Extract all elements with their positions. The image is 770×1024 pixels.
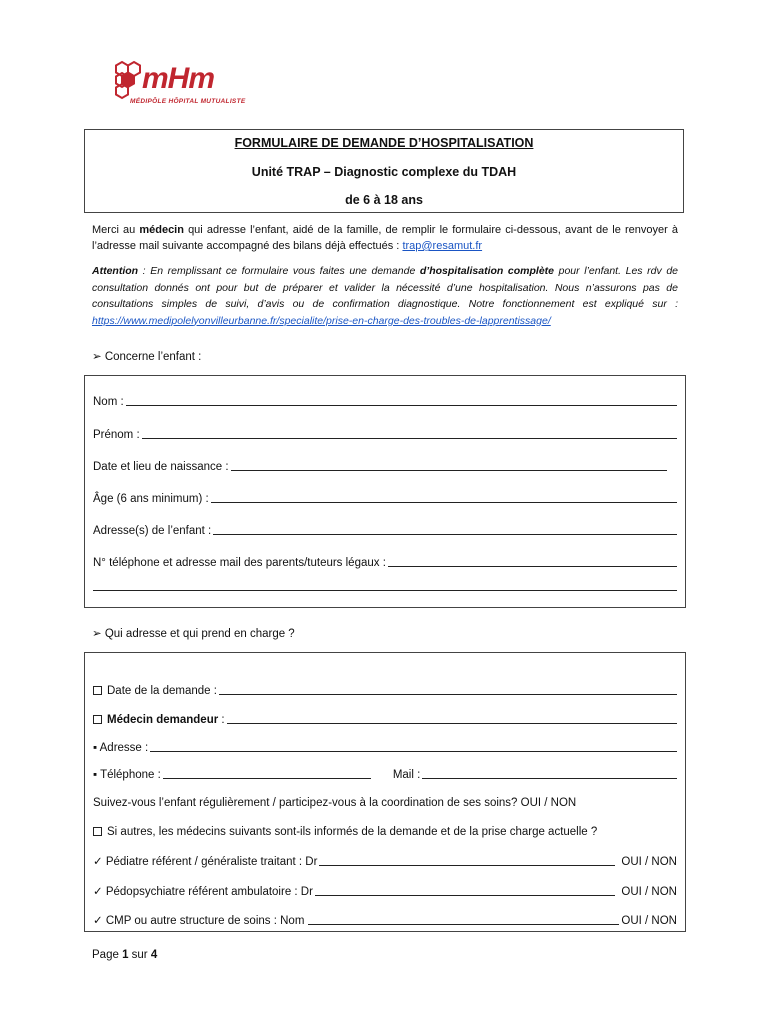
- field-mail-label: Mail :: [392, 769, 421, 781]
- section-child-heading: ➢ Concerne l’enfant :: [92, 351, 202, 363]
- referrer-info-box: [84, 652, 686, 932]
- field-telephone-mail[interactable]: [93, 769, 677, 781]
- field-pediatre-line[interactable]: [319, 864, 615, 866]
- field-prenom-line[interactable]: [142, 437, 677, 439]
- intro-paragraph: [92, 222, 678, 254]
- intro-bold-medecin: médecin: [139, 224, 184, 236]
- field-date-demande[interactable]: [93, 685, 677, 697]
- field-adresse-enfant-line[interactable]: [213, 533, 677, 535]
- logo-text: mHm: [142, 62, 215, 95]
- logo-subtitle: MÉDIPÔLE HÔPITAL MUTUALISTE: [130, 98, 246, 105]
- form-title: FORMULAIRE DE DEMANDE D’HOSPITALISATION: [234, 136, 534, 150]
- field-contact-parents[interactable]: [93, 557, 677, 569]
- field-prenom-label: Prénom :: [93, 429, 140, 441]
- field-pedopsychiatre-line[interactable]: [315, 894, 615, 896]
- field-adresse-enfant-label: Adresse(s) de l’enfant :: [93, 525, 212, 537]
- field-contact-parents-label: N° téléphone et adresse mail des parents/tuteurs légaux :: [93, 557, 386, 569]
- pedopsychiatre-oui-non[interactable]: OUI / NON: [621, 886, 677, 898]
- field-age-label: Âge (6 ans minimum) :: [93, 493, 209, 505]
- field-nom-line[interactable]: [126, 404, 677, 406]
- page-label: Page: [92, 949, 123, 961]
- page-sur: sur: [128, 949, 151, 961]
- email-link[interactable]: trap@resamut.fr: [402, 240, 483, 252]
- attention-label: Attention: [92, 265, 139, 277]
- attention-paragraph: [92, 263, 678, 329]
- page-total: 4: [150, 949, 158, 961]
- field-contact-parents-continued[interactable]: [93, 589, 677, 593]
- section-referrer-heading: ➢ Qui adresse et qui prend en charge ?: [92, 628, 295, 640]
- field-date-demande-line[interactable]: [219, 693, 677, 695]
- field-adresse-medecin-label: ▪ Adresse :: [93, 742, 149, 754]
- checkbox-icon[interactable]: [93, 686, 102, 695]
- field-nom-label: Nom :: [93, 396, 124, 408]
- field-cmp-label: ✓ CMP ou autre structure de soins : Nom: [93, 915, 305, 927]
- field-contact-parents-line-2[interactable]: [93, 589, 677, 591]
- autres-medecins-text: Si autres, les médecins suivants sont-ils informés de la demande et de la prise charge actuelle ?: [107, 826, 598, 838]
- field-age[interactable]: [93, 493, 677, 505]
- cmp-oui-non[interactable]: OUI / NON: [621, 915, 677, 927]
- checkbox-icon[interactable]: [93, 715, 102, 724]
- field-medecin-colon: :: [218, 714, 225, 726]
- hospital-logo: [112, 58, 246, 110]
- unit-title: Unité TRAP – Diagnostic complexe du TDAH: [251, 165, 517, 179]
- intro-text-start: Merci au: [92, 224, 140, 236]
- field-medecin-label: Médecin demandeur: [107, 714, 219, 726]
- form-title-box: [84, 129, 684, 213]
- field-contact-parents-line[interactable]: [388, 565, 677, 567]
- field-cmp[interactable]: [93, 913, 677, 927]
- pediatre-oui-non[interactable]: OUI / NON: [621, 856, 677, 868]
- field-adresse-enfant[interactable]: [93, 525, 677, 537]
- attention-bold: d’hospitalisation complète: [419, 265, 555, 277]
- field-cmp-line[interactable]: [308, 923, 619, 925]
- field-mail-line[interactable]: [422, 777, 677, 779]
- website-link[interactable]: https://www.medipolelyonvilleurbanne.fr/specialite/prise-en-charge-des-troubles-de-lapprentissage/: [92, 314, 551, 327]
- page-number: [92, 949, 157, 961]
- field-pedopsychiatre-label: ✓ Pédopsychiatre référent ambulatoire : Dr: [93, 886, 313, 898]
- field-nom[interactable]: [93, 396, 677, 408]
- field-telephone-label: ▪ Téléphone :: [93, 769, 161, 781]
- suivi-question: Suivez-vous l’enfant régulièrement / participez-vous à la coordination de ses soins? OUI / NON: [93, 797, 577, 809]
- page-current: 1: [122, 949, 129, 961]
- field-adresse-medecin-line[interactable]: [150, 750, 677, 752]
- child-info-box: [84, 375, 686, 608]
- field-adresse-medecin[interactable]: [93, 742, 677, 754]
- field-age-line[interactable]: [211, 501, 677, 503]
- field-medecin-demandeur[interactable]: [93, 714, 677, 726]
- field-pediatre-label: ✓ Pédiatre référent / généraliste traitant : Dr: [93, 856, 318, 868]
- age-range: de 6 à 18 ans: [345, 193, 423, 207]
- field-naissance-label: Date et lieu de naissance :: [93, 461, 229, 473]
- attention-text-start: : En remplissant ce formulaire vous faites une demande: [138, 265, 420, 277]
- field-telephone-line[interactable]: [163, 777, 371, 779]
- checkbox-icon[interactable]: [93, 827, 102, 836]
- field-naissance[interactable]: [93, 461, 667, 473]
- field-prenom[interactable]: [93, 429, 677, 441]
- intro-text-end: qui adresse l’enfant, aidé de la famille, de remplir le formulaire ci-dessous, avant de le renvoyer à l’adresse mail suivante accompagné des bilans déjà effectués :: [92, 224, 678, 252]
- attention-text-end: pour l’enfant. Les rdv de consultation donnés ont pour but de préparer et valider la nécessité d’une hospitalisation. Nous n’assurons pas de consultations simples de suivi, d’avis ou de confirmation diagnostique. Notre fonctionnement est expliqué sur :: [92, 265, 679, 310]
- field-naissance-line[interactable]: [231, 469, 667, 471]
- field-medecin-line[interactable]: [227, 722, 677, 724]
- field-date-demande-label: Date de la demande :: [107, 685, 217, 697]
- field-pediatre[interactable]: [93, 854, 677, 868]
- autres-medecins-question: [93, 826, 677, 838]
- field-pedopsychiatre[interactable]: [93, 884, 677, 898]
